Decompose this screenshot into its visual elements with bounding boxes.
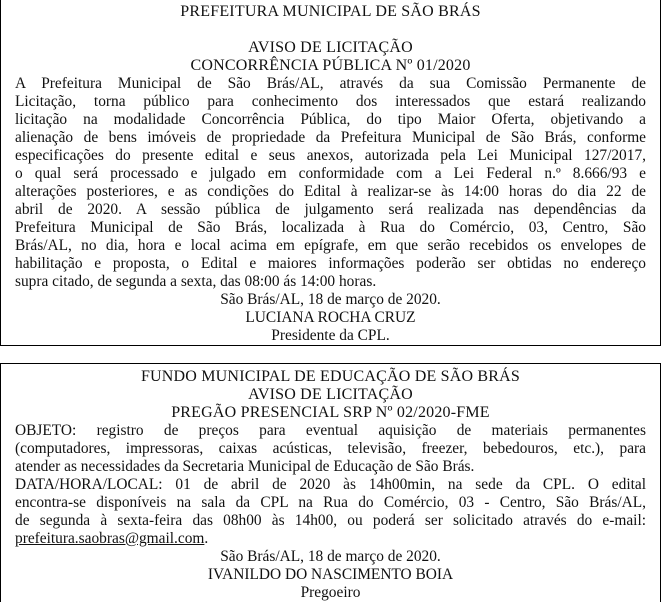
body-line: alienação de bens imóveis de propriedade da Prefeitura Municipal de São Brás, conforme [15, 129, 646, 146]
notice-body [15, 75, 646, 291]
signatory-name: IVANILDO DO NASCIMENTO BOIA [207, 566, 454, 583]
signatory-role: Presidente da CPL. [271, 327, 390, 344]
notice-type-heading: AVISO DE LICITAÇÃO [248, 39, 413, 56]
object-line: OBJETO: registro de preços para eventual aquisição de materiais permanentes [15, 422, 646, 439]
notice-separator [0, 346, 661, 363]
email-link[interactable]: prefeitura.saobras@gmail.com [15, 530, 205, 547]
date-line: encontra-se disponíveis na sala da CPL na Rua do Comércio, 03 - Centro, São Brás/AL, [15, 494, 646, 511]
notice-type-heading: AVISO DE LICITAÇÃO [248, 386, 413, 403]
body-line: abril de 2020. A sessão pública de julgamento será realizada nas dependências da [15, 201, 646, 218]
body-line: especificações do presente edital e seus anexos, autorizada pela Lei Municipal 127/2017, [15, 147, 646, 164]
blank-line [15, 21, 646, 39]
place-date: São Brás/AL, 18 de março de 2020. [220, 548, 441, 565]
body-line: o qual será processado e julgado em conformidade com a Lei Federal n.º 8.666/93 e [15, 165, 646, 182]
modality-heading: PREGÃO PRESENCIAL SRP Nº 02/2020-FME [171, 404, 490, 421]
body-line: alterações posteriores, e as condições do Edital à realizar-se às 14:00 horas do dia 22 de [15, 183, 646, 200]
email-suffix: . [204, 530, 209, 547]
body-line: Prefeitura Municipal de São Brás, localizada à Rua do Comércio, 03, Centro, São [15, 219, 646, 236]
body-line: Licitação, torna público para conhecimento dos interessados que estará realizando [15, 93, 646, 110]
object-last-line: atender as necessidades da Secretaria Municipal de Educação de São Brás. [15, 458, 475, 475]
body-line: licitação na modalidade Concorrência Pública, do tipo Maior Oferta, objetivando a [15, 111, 646, 128]
modality-heading: CONCORRÊNCIA PÚBLICA Nº 01/2020 [190, 57, 471, 74]
object-line: (computadores, impressoras, caixas acústicas, televisão, freezer, bebedouros, etc.), para [15, 440, 646, 457]
entity-heading: FUNDO MUNICIPAL DE EDUCAÇÃO DE SÃO BRÁS [140, 368, 521, 385]
body-line: Brás/AL, no dia, hora e local acima em epígrafe, em que serão recebidos os envelopes de [15, 237, 646, 254]
body-last-line: supra citado, de segunda a sexta, das 08:00 ás 14:00 horas. [15, 273, 377, 290]
notice-pregao-presencial [0, 363, 661, 602]
date-location-paragraph [15, 476, 646, 548]
body-line: habilitação e proposta, o Edital e maiores informações poderão ser obtidas no endereço [15, 255, 646, 272]
signatory-role: Pregoeiro [300, 584, 361, 601]
object-paragraph [15, 422, 646, 476]
date-line: DATA/HORA/LOCAL: 01 de abril de 2020 às 14h00min, na sede da CPL. O edital [15, 476, 646, 493]
email-line [15, 530, 646, 548]
body-line: A Prefeitura Municipal de São Brás/AL, através da sua Comissão Permanente de [15, 75, 646, 92]
signatory-name: LUCIANA ROCHA CRUZ [245, 309, 416, 326]
date-line: de segunda à sexta-feira das 08h00 às 14h00, ou poderá ser solicitado através do e-mail: [15, 512, 646, 529]
municipality-heading: PREFEITURA MUNICIPAL DE SÃO BRÁS [180, 3, 481, 20]
place-date: São Brás/AL, 18 de março de 2020. [220, 291, 441, 308]
